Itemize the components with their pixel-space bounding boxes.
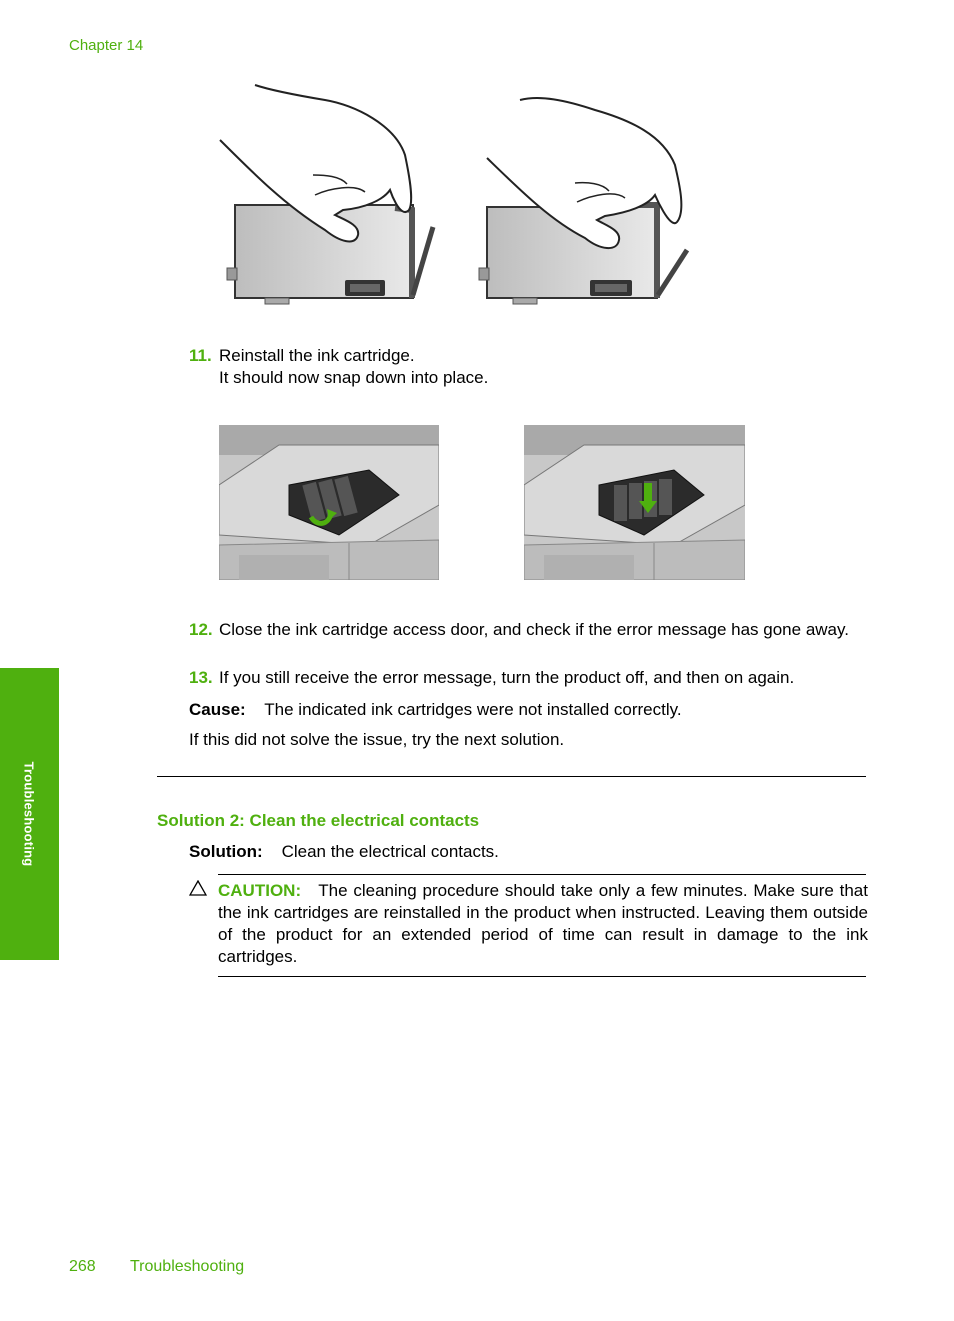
step-number: 11.	[189, 346, 212, 365]
side-tab	[0, 668, 59, 960]
step-11	[189, 345, 869, 389]
solution-text: Clean the electrical contacts.	[281, 842, 499, 861]
step-subtext: It should now snap down into place.	[219, 368, 489, 387]
illustration-hand-press-left	[215, 80, 440, 310]
caution-label: CAUTION:	[218, 881, 302, 900]
page-number: 268	[69, 1258, 96, 1275]
warning-triangle-icon	[189, 880, 207, 896]
next-solution-note: If this did not solve the issue, try the next solution.	[189, 730, 565, 749]
step-text: Close the ink cartridge access door, and check if the error message has gone away.	[219, 620, 849, 639]
illustration-hand-press-right	[465, 80, 695, 310]
solution-label: Solution:	[189, 842, 263, 861]
step-text: Reinstall the ink cartridge.	[219, 346, 415, 365]
side-tab-label: Troubleshooting	[21, 761, 37, 867]
step-12	[189, 619, 869, 641]
photo-cartridge-rotate	[219, 425, 439, 580]
step-text: If you still receive the error message, turn the product off, and then on again.	[219, 668, 795, 687]
cause-line	[189, 699, 682, 721]
section-divider	[157, 776, 866, 777]
step-13	[189, 667, 869, 689]
caution-bottom-rule	[218, 976, 866, 977]
step-number: 12.	[189, 620, 213, 639]
solution-line	[189, 841, 499, 863]
caution-text: The cleaning procedure should take only a few minutes. Make sure that the ink cartridges are reinstalled in the product when instructed. Leaving them outside of the product for an extended period of time can result in damage to the ink cartridges.	[218, 881, 868, 966]
footer-section: Troubleshooting	[130, 1258, 245, 1275]
caution-top-rule	[218, 874, 866, 875]
step-number: 13.	[189, 668, 213, 687]
cause-label: Cause:	[189, 700, 246, 719]
solution-heading: Solution 2: Clean the electrical contacts	[157, 811, 480, 830]
caution-block	[218, 880, 868, 968]
chapter-header: Chapter 14	[69, 37, 144, 54]
photo-cartridge-snap	[524, 425, 745, 580]
cause-text: The indicated ink cartridges were not installed correctly.	[264, 700, 682, 719]
